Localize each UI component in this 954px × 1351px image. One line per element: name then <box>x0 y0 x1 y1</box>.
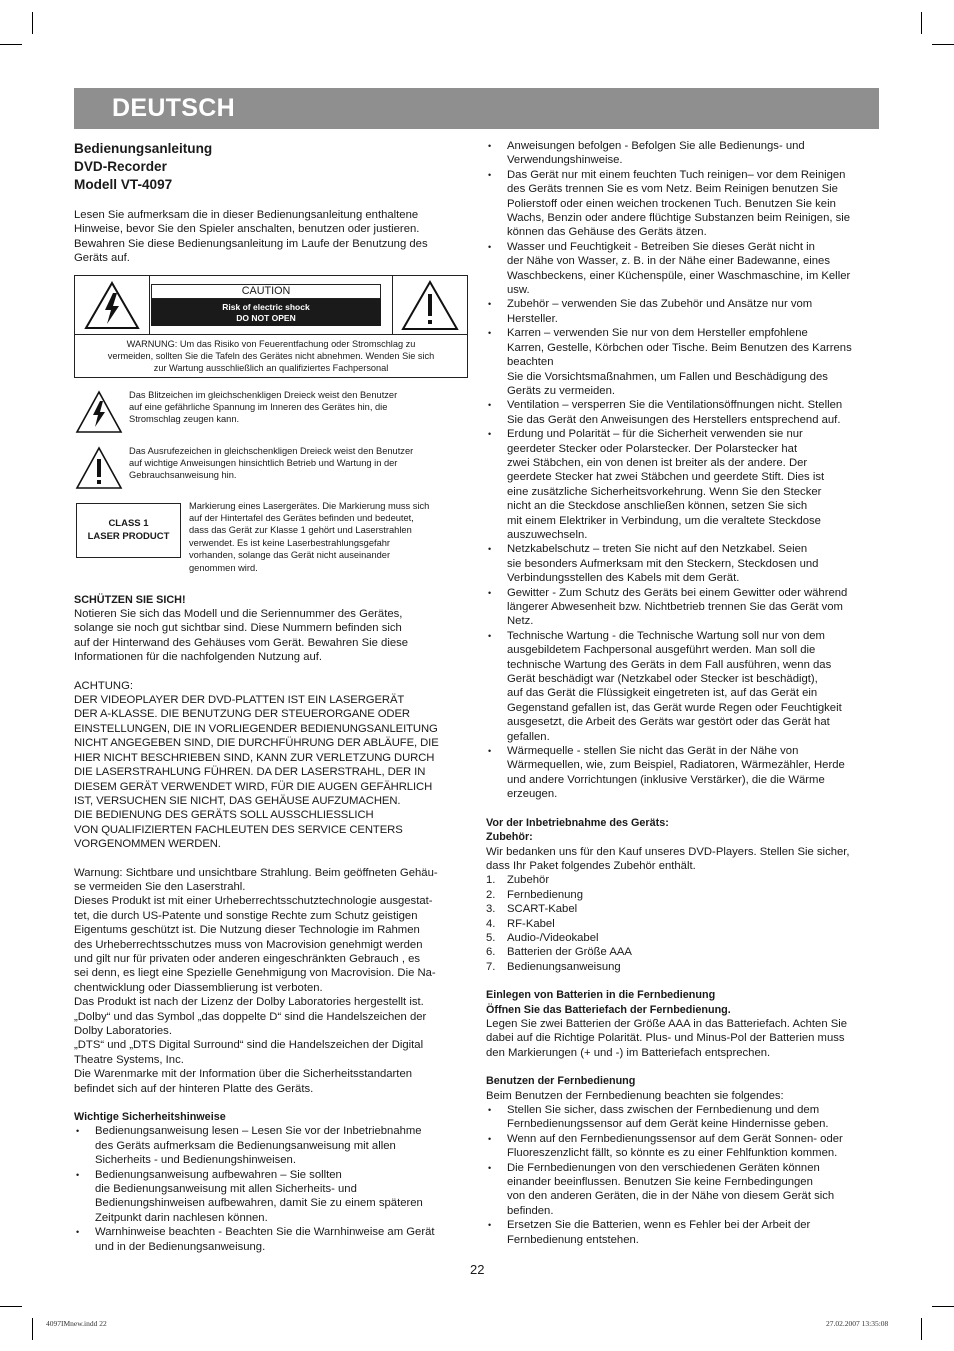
list-item: 6. Batterien der Größe AAA <box>486 946 632 959</box>
laser-product-explanation: CLASS 1 LASER PRODUCT Markierung eines Lasergerätes. Die Markierung muss sich auf der Hintertafel des Gerätes befinden und bedeutet, dass das Gerät zur Klasse 1 gehört und Laserstrahlen verwendet. Es ist keine Laserbestrahlungsgefahr vorhanden, solange das Gerät nicht auseinander genommen wird. <box>74 500 468 586</box>
list-item: • Wasser und Feuchtigkeit - Betreiben Sie dieses Gerät nicht in der Nähe von Wasser, z. B. in der Nähe einer Badewanne, eines Waschbeckens, einer Küchenspüle, einer Waschmaschine, im Keller usw. <box>486 240 880 298</box>
list-item: 4. RF-Kabel <box>486 917 555 930</box>
caution-label-box <box>74 275 468 378</box>
safety-list-right <box>486 139 880 802</box>
intro-text: Lesen Sie aufmerksam die in dieser Bedienungsanleitung enthaltene Hinweise, bevor Sie den Spieler anschalten, benutzen oder justieren. Bewahren Sie diese Bedienungsanleitung im Laufe der Benutzung des Geräts auf. <box>74 209 428 265</box>
crop-mark <box>932 44 954 45</box>
caution-warning-text: WARNUNG: Um das Risiko von Feuerentfachung oder Stromschlag zu vermeiden, sollten Sie die Tafeln des Gerätes nicht abnehmen. Wenden Sie sich zur Wartung ausschließlich an qualifiziertes Fachpersonal <box>107 338 435 373</box>
accessories-subheading: Zubehör: <box>486 831 533 844</box>
list-item: • Anweisungen befolgen - Befolgen Sie alle Bedienungs- und Verwendungshinweise. <box>486 139 880 168</box>
batteries-text: Legen Sie zwei Batterien der Größe AAA in das Batteriefach. Achten Sie dabei auf die Richtige Polarität. Plus- und Minus-Pol der Batterien muss den Markierungen (+ und -) im Batteriefach entsprechen. <box>486 1017 848 1059</box>
list-item: • Ventilation – versperren Sie die Ventilationsöffnungen nicht. Stellen Sie das Gerät den Anweisungen des Herstellers entsprechend auf. <box>486 398 880 427</box>
crop-mark <box>921 1318 922 1340</box>
list-item: • Bedienungsanweisung lesen – Lesen Sie vor der Inbetriebnahme des Geräts aufmerksam die Bedienungsanweisung mit allen Sicherheits - und Bedienungshinweisen. <box>74 1124 468 1167</box>
exclamation-symbol-explanation: Das Ausrufezeichen in gleichschenkligen Dreieck weist den Benutzer auf wichtige Anweisungen hinsichtlich Betrieb und Wartung in der Gebrauchsanweisung hin. <box>74 445 468 500</box>
document-title: Bedienungsanleitung DVD-Recorder Modell VT-4097 <box>74 141 213 192</box>
crop-mark <box>32 1318 33 1340</box>
caution-word: CAUTION <box>151 284 381 299</box>
lightning-warning-icon <box>75 276 150 334</box>
list-item: • Erdung und Polarität – für die Sicherheit verwenden sie nur geerdeter Stecker oder Polarstecker. Der Polarstecker hat zwei Stäbchen, ein von denen ist breiter als der andere. Der geerdete Stecker hat zwei Stäbchen und geerdete Stift. Dies ist eine zusätzliche Sicherheitsvorkehrung. Wenn Sie den Stecker nicht an die Steckdose anschließen können, setzen Sie sich mit einem Elektriker in Verbindung, um die veraltete Steckdose auszuwechseln. <box>486 427 880 542</box>
lightning-triangle-icon <box>74 389 124 438</box>
protect-heading: SCHÜTZEN SIE SICH! <box>74 593 186 606</box>
achtung-label: ACHTUNG: <box>74 679 133 692</box>
lightning-symbol-explanation: Das Blitzeichen im gleichschenkligen Dreieck weist den Benutzer auf eine gefährliche Spannung im Inneren des Gerätes hin, die Stromschlag zeugen kann. <box>74 389 468 441</box>
list-item: • Zubehör – verwenden Sie das Zubehör und Ansätze nur vom Hersteller. <box>486 297 880 326</box>
accessories-intro: Wir bedanken uns für den Kauf unseres DVD-Players. Stellen Sie sicher, dass Ihr Paket folgendes Zubehör enthält. <box>486 845 850 872</box>
list-item: • Gewitter - Zum Schutz des Geräts bei einem Gewitter oder während längerer Abwesenheit bzw. Nichtbetrieb trennen Sie das Gerät vom Netz. <box>486 586 880 629</box>
remote-list <box>486 1103 880 1247</box>
protect-text: Notieren Sie sich das Modell und die Seriennummer des Gerätes, solange sie noch gut sichtbar sind. Diese Nummern befinden sich auf der Hinterwand des Gehäuses vom Gerät. Bewahren Sie diese Informationen für die nachfolgenden Nutzung auf. <box>74 608 409 664</box>
list-item: • Netzkabelschutz – treten Sie nicht auf den Netzkabel. Seien sie besonders Aufmerksam mit den Steckern, Steckdosen und Verbindungsstellen des Kabels mit dem Gerät. <box>486 542 880 585</box>
list-item: • Ersetzen Sie die Batterien, wenn es Fehler bei der Arbeit der Fernbedienung entstehen. <box>486 1218 880 1247</box>
list-item: • Die Fernbedienungen von den verschiedenen Geräten können einander beeinflussen. Benutzen Sie keine Fernbedingungen von den anderen Geräten, die in der Nähe von diesem Gerät sich befinden. <box>486 1161 880 1219</box>
list-item: 1. Zubehör <box>486 874 550 887</box>
achtung-text: DER VIDEOPLAYER DER DVD-PLATTEN IST EIN LASERGERÄT DER A-KLASSE. DIE BENUTZUNG DER STEUERORGANE ODER EINSTELLUNGEN, DIE IN VORLIEGENDER BEDIENUNGSANLEITUNG NICHT ANGEGEBEN SIND, DIE DURCHFÜHRUNG DER ABLÄUFE, DIE HIER NICHT BESCHRIEBEN SIND, KANN ZUR VERLETZUNG DURCH DIE LASERSTRAHLUNG FÜHREN. DA DER LASERSTRAHL, DER IN DIESEM GERÄT VERWENDET WIRD, FÜR DIE AUGEN GEFÄHRLICH IST, VERSUCHEN SIE NICHT, DAS GEHÄUSE AUFZUMACHEN. DIE BEDIENUNG DES GERÄTS SOLL AUSSCHLIESSLICH VON QUALIFIZIERTEN FACHLEUTEN DES SERVICE CENTERS VORGENOMMEN WERDEN. <box>74 694 439 851</box>
list-item: 5. Audio-/Videokabel <box>486 931 599 944</box>
batteries-subheading: Öffnen Sie das Batteriefach der Fernbedienung. <box>486 1003 731 1016</box>
safety-heading: Wichtige Sicherheitshinweise <box>74 1111 226 1124</box>
list-item: • Wenn auf den Fernbedienungssensor auf dem Gerät Sonnen- oder Fluoreszenzlicht fällt, so könnte es zu einer Fehlfunktion kommen. <box>486 1132 880 1161</box>
exclamation-triangle-icon <box>74 445 124 494</box>
list-item: • Bedienungsanweisung aufbewahren – Sie sollten die Bedienungsanweisung mit allen Sicherheits- und Bedienungshinweisen aufbewahren, damit Sie zu einem späteren Zeitpunkt darin nachlesen können. <box>74 1168 468 1226</box>
list-item: 3. SCART-Kabel <box>486 903 578 916</box>
class1-laser-label: CLASS 1 LASER PRODUCT <box>76 503 181 558</box>
list-item: 7. Bedienungsanweisung <box>486 960 621 973</box>
left-column <box>74 139 468 1254</box>
risk-of-shock-label: Risk of electric shock DO NOT OPEN <box>151 299 381 326</box>
safety-list-left <box>74 1124 468 1254</box>
list-item: 2. Fernbedienung <box>486 888 584 901</box>
right-column <box>486 139 880 1247</box>
language-title: DEUTSCH <box>112 94 235 122</box>
crop-mark <box>921 12 922 34</box>
list-item: • Das Gerät nur mit einem feuchten Tuch reinigen– vor dem Reinigen des Geräts trennen Sie es vom Netz. Beim Reinigen benutzen Sie Polierstoff oder einen weichen trockenen Tuch. Benutzen Sie kein Wachs, Benzin oder andere flüchtige Substanzen beim Reinigen, sie können das Gehäuse des Geräts ätzen. <box>486 168 880 240</box>
remote-intro: Beim Benutzen der Fernbedienung beachten sie folgendes: <box>486 1089 784 1102</box>
accessories-heading: Vor der Inbetriebnahme des Geräts: <box>486 816 669 829</box>
remote-heading: Benutzen der Fernbedienung <box>486 1075 636 1088</box>
page-number: 22 <box>470 1262 485 1277</box>
file-slug: 4097IMnew.indd 22 <box>46 1319 107 1328</box>
language-header-bar <box>74 88 879 129</box>
list-item: • Warnhinweise beachten - Beachten Sie die Warnhinweise am Gerät und in der Bedienungsanweisung. <box>74 1225 468 1254</box>
warnung-text: Warnung: Sichtbare und unsichtbare Strahlung. Beim geöffneten Gehäu- se vermeiden Sie den Laserstrahl. Dieses Produkt ist mit einer Urheberrechtsschutztechnologie ausgestat- tet, die durch US-Patente und sonstige Rechte zum Schutz geistigen Eigentums geschützt ist. Die Nutzung dieser Technologie im Rahmen des Urheberrechtsschutzes muss von Macrovision genehmigt werden und gilt nur für privaten oder anderen eingeschränkten Gebrauch , es sei denn, es liegt eine Spezielle Genehmigung von Macrovision. Die Na- chentwicklung oder Diassemblierung ist verboten. Das Produkt ist nach der Lizenz der Dolby Laboratories hergestellt ist. „Dolby“ und das Symbol „das doppelte D“ sind die Handelszeichen der Dolby Laboratories. „DTS“ und „DTS Digital Surround“ sind die Handelszeichen der Digital Theatre Systems, Inc. Die Warenmarke mit der Information über die Sicherheitsstandarten befindet sich auf der hinteren Platte des Geräts. <box>74 866 438 1095</box>
exclamation-warning-icon <box>392 276 467 334</box>
list-item: • Wärmequelle - stellen Sie nicht das Gerät in der Nähe von Wärmequellen, wie, zum Beispiel, Radiatoren, Wärmezähler, Herde und andere Vorrichtungen (inklusive Verstärker), die die Wärme erzeugen. <box>486 744 880 802</box>
list-item: • Karren – verwenden Sie nur von dem Hersteller empfohlene Karren, Gestelle, Körbchen oder Tische. Beim Benutzen des Karrens beachten Sie die Vorsichtsmaßnahmen, um Fallen und Beschädigung des Geräts zu vermeiden. <box>486 326 880 398</box>
crop-mark <box>932 1306 954 1307</box>
crop-mark <box>0 1306 22 1307</box>
list-item: • Technische Wartung - die Technische Wartung soll nur von dem ausgebildetem Fachpersonal ausgeführt werden. Man soll die technische Wartung des Geräts in dem Fall ausführen, wenn das Gerät beschädigt war (Netzkabel oder Stecker ist beschädigt), auf das Gerät die Flüssigkeit eingetreten ist, auf das Gerät ein Gegenstand gefallen ist, das Gerät wurde Regen oder Feuchtigkeit ausgesetzt, die Arbeit des Geräts war gestört oder das Gerät hat gefallen. <box>486 629 880 744</box>
crop-mark <box>0 44 22 45</box>
accessories-list <box>486 873 880 974</box>
list-item: • Stellen Sie sicher, dass zwischen der Fernbedienung und dem Fernbedienungssensor auf dem Gerät keine Hindernisse geben. <box>486 1103 880 1132</box>
crop-mark <box>32 12 33 34</box>
date-slug: 27.02.2007 13:35:08 <box>826 1319 889 1328</box>
batteries-heading: Einlegen von Batterien in die Fernbedienung <box>486 989 716 1002</box>
